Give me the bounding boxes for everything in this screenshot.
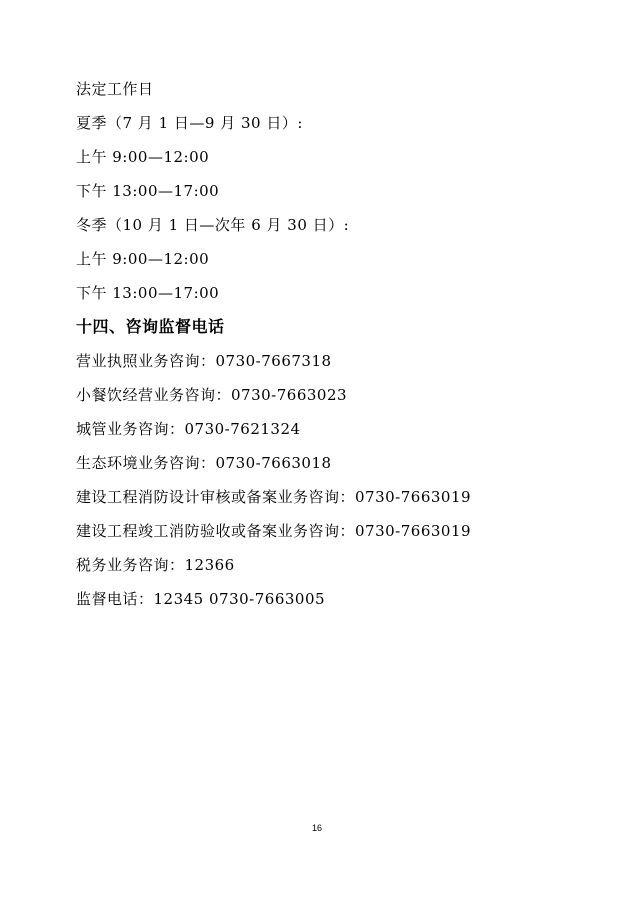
page-number: 16 [311, 823, 322, 833]
contact-line: 建设工程消防设计审核或备案业务咨询：0730-7663019 [76, 488, 472, 506]
contact-line: 建设工程竣工消防验收或备案业务咨询：0730-7663019 [76, 522, 472, 540]
workday-label: 法定工作日 [76, 80, 154, 98]
supervision-phone-line: 监督电话：12345 0730-7663005 [76, 590, 326, 608]
contact-line: 税务业务咨询：12366 [76, 556, 235, 574]
contact-line: 生态环境业务咨询：0730-7663018 [76, 454, 332, 472]
section-heading: 十四、咨询监督电话 [76, 317, 225, 336]
winter-morning-hours: 上午 9:00—12:00 [76, 250, 210, 268]
contact-line: 城管业务咨询：0730-7621324 [76, 420, 301, 438]
summer-label: 夏季（7 月 1 日—9 月 30 日）: [76, 114, 303, 132]
contact-line: 营业执照业务咨询：0730-7667318 [76, 352, 332, 370]
winter-afternoon-hours: 下午 13:00—17:00 [76, 284, 220, 302]
winter-label: 冬季（10 月 1 日—次年 6 月 30 日）: [76, 216, 350, 234]
contact-line: 小餐饮经营业务咨询：0730-7663023 [76, 386, 348, 404]
summer-afternoon-hours: 下午 13:00—17:00 [76, 182, 220, 200]
summer-morning-hours: 上午 9:00—12:00 [76, 148, 210, 166]
